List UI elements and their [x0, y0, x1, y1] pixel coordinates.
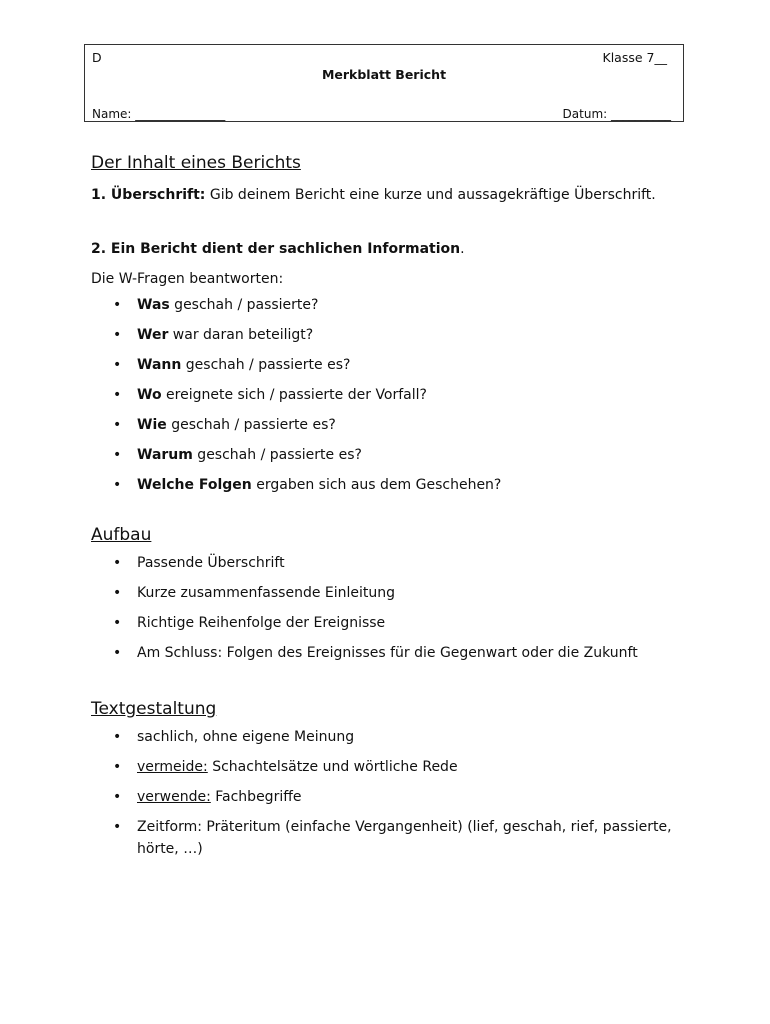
list-item — [113, 324, 711, 346]
bullet-icon: • — [113, 585, 122, 601]
list-item — [113, 474, 711, 496]
style-item-keyword: verwende: — [137, 789, 211, 805]
bullet-icon: • — [113, 555, 122, 571]
date-field: Datum: __________ — [562, 107, 671, 121]
section-heading-structure: Aufbau — [91, 525, 152, 545]
list-item — [113, 786, 711, 808]
wfrage-keyword: Wer — [137, 327, 169, 343]
list-item — [113, 414, 711, 436]
structure-item-text: Passende Überschrift — [137, 555, 285, 571]
list-item — [113, 354, 711, 376]
style-item-text: sachlich, ohne eigene Meinung — [137, 729, 355, 745]
wfrage-keyword: Warum — [137, 447, 193, 463]
list-item — [113, 612, 711, 634]
list-item — [113, 756, 711, 778]
structure-list — [91, 552, 711, 664]
page-title: Merkblatt Bericht — [321, 67, 447, 82]
wfrage-text: ereignete sich / passierte der Vorfall? — [161, 387, 427, 403]
point-headline — [91, 184, 711, 206]
bullet-icon: • — [113, 645, 122, 661]
wfrage-text: war daran beteiligt? — [168, 327, 314, 343]
wfrage-text: geschah / passierte es? — [192, 447, 362, 463]
style-item-text: Fachbegriffe — [210, 789, 302, 805]
structure-item-text: Richtige Reihenfolge der Ereignisse — [137, 615, 386, 631]
bullet-icon: • — [113, 759, 122, 775]
bullet-icon: • — [113, 615, 122, 631]
point-information — [91, 238, 711, 260]
wfrage-text: geschah / passierte es? — [181, 357, 351, 373]
list-item — [113, 294, 711, 316]
wfrage-keyword: Wo — [137, 387, 162, 403]
section-heading-style: Textgestaltung — [91, 699, 217, 719]
bullet-icon: • — [113, 417, 122, 433]
structure-item-text: Am Schluss: Folgen des Ereignisses für die Gegenwart oder die Zukunft — [137, 645, 638, 661]
document-body — [91, 150, 711, 868]
name-field: Name: _______________ — [92, 107, 226, 121]
wfrage-keyword: Welche Folgen — [137, 477, 252, 493]
class-label: Klasse 7__ — [602, 50, 667, 65]
bullet-icon: • — [113, 387, 122, 403]
style-list — [91, 726, 711, 860]
bullet-icon: • — [113, 819, 122, 835]
list-item — [113, 642, 711, 664]
bullet-icon: • — [113, 447, 122, 463]
point-headline-title: 1. Überschrift: — [91, 187, 206, 203]
bullet-icon: • — [113, 327, 122, 343]
list-item — [113, 726, 711, 748]
bullet-icon: • — [113, 789, 122, 805]
list-item — [113, 816, 711, 860]
list-item — [113, 384, 711, 406]
bullet-icon: • — [113, 477, 122, 493]
list-item — [113, 444, 711, 466]
list-item — [113, 552, 711, 574]
point-headline-text: Gib deinem Bericht eine kurze und aussagekräftige Überschrift. — [205, 187, 656, 203]
wfragen-list — [91, 294, 711, 496]
style-item-keyword: vermeide: — [137, 759, 208, 775]
wfrage-keyword: Wann — [137, 357, 182, 373]
wfrage-keyword: Wie — [137, 417, 167, 433]
list-item — [113, 582, 711, 604]
point-information-title: 2. Ein Bericht dient der sachlichen Information — [91, 241, 461, 257]
header-box — [84, 44, 684, 122]
wfragen-intro: Die W-Fragen beantworten: — [91, 271, 284, 287]
bullet-icon: • — [113, 729, 122, 745]
structure-item-text: Kurze zusammenfassende Einleitung — [137, 585, 396, 601]
section-heading-content: Der Inhalt eines Berichts — [91, 153, 301, 173]
point-information-suffix: . — [460, 241, 465, 257]
subject-label: D — [92, 50, 102, 65]
wfrage-text: geschah / passierte es? — [166, 417, 336, 433]
wfrage-text: ergaben sich aus dem Geschehen? — [251, 477, 502, 493]
wfrage-keyword: Was — [137, 297, 170, 313]
style-item-text: Schachtelsätze und wörtliche Rede — [207, 759, 458, 775]
bullet-icon: • — [113, 357, 122, 373]
style-item-text: Zeitform: Präteritum (einfache Vergangenheit) (lief, geschah, rief, passierte, hörte, …) — [137, 819, 672, 857]
wfrage-text: geschah / passierte? — [169, 297, 319, 313]
bullet-icon: • — [113, 297, 122, 313]
